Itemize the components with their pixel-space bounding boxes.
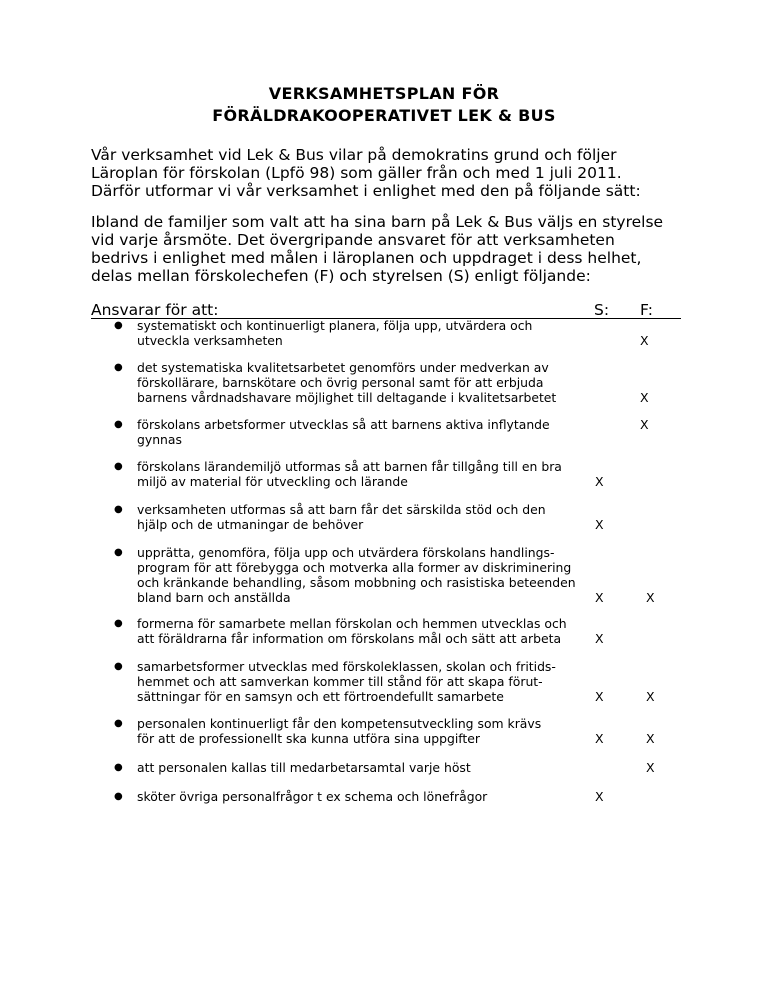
item-text-line: verksamheten utformas så att barn får det särskilda stöd och den bbox=[137, 502, 546, 517]
bullet-icon: ● bbox=[114, 618, 123, 629]
item-text-line: och kränkande behandling, såsom mobbning och rasistiska beteenden bbox=[137, 575, 576, 590]
mark-f: X bbox=[640, 333, 649, 348]
item-text-line: gynnas bbox=[137, 432, 182, 447]
mark-f: X bbox=[646, 731, 655, 746]
bullet-icon: ● bbox=[114, 362, 123, 373]
item-text-line: att föräldrarna får information om förskolans mål och sätt att arbeta bbox=[137, 631, 562, 646]
bullet-icon: ● bbox=[114, 419, 123, 430]
mark-f: X bbox=[646, 590, 655, 605]
item-text-line: hjälp och de utmaningar de behöver bbox=[137, 517, 364, 532]
item-text bbox=[137, 545, 576, 605]
mark-s: X bbox=[595, 731, 604, 746]
item-text bbox=[137, 760, 471, 775]
item-text bbox=[137, 360, 556, 405]
bullet-icon: ● bbox=[114, 461, 123, 472]
item-text-line: program för att förebygga och motverka alla former av diskriminering bbox=[137, 560, 572, 575]
paragraph-line: delas mellan förskolechefen (F) och styrelsen (S) enligt följande: bbox=[91, 267, 591, 285]
bullet-icon: ● bbox=[114, 661, 123, 672]
item-text-line: hemmet och att samverkan kommer till stånd för att skapa förut- bbox=[137, 674, 543, 689]
responsibility-paragraph bbox=[91, 213, 711, 285]
item-text bbox=[137, 789, 487, 804]
item-text bbox=[137, 417, 550, 447]
item-text bbox=[137, 659, 556, 704]
mark-f: X bbox=[646, 760, 655, 775]
item-text bbox=[137, 616, 567, 646]
paragraph-line: vid varje årsmöte. Det övergripande ansvaret för att verksamheten bbox=[91, 231, 615, 249]
item-text-line: förskolans arbetsformer utvecklas så att barnens aktiva inflytande bbox=[137, 417, 550, 432]
intro-paragraph bbox=[91, 146, 711, 200]
item-text-line: för att de professionellt ska kunna utföra sina uppgifter bbox=[137, 731, 480, 746]
item-text-line: att personalen kallas till medarbetarsamtal varje höst bbox=[137, 760, 471, 775]
mark-f: X bbox=[640, 417, 649, 432]
mark-s: X bbox=[595, 590, 604, 605]
item-text-line: systematiskt och kontinuerligt planera, följa upp, utvärdera och bbox=[137, 318, 533, 333]
table-header-label: Ansvarar för att: bbox=[91, 301, 219, 319]
document-title-line-1: VERKSAMHETSPLAN FÖR bbox=[268, 84, 500, 103]
item-text-line: miljö av material för utveckling och lärande bbox=[137, 474, 408, 489]
item-text-line: personalen kontinuerligt får den kompetensutveckling som krävs bbox=[137, 716, 542, 731]
mark-s: X bbox=[595, 689, 604, 704]
bullet-icon: ● bbox=[114, 504, 123, 515]
item-text-line: upprätta, genomföra, följa upp och utvärdera förskolans handlings- bbox=[137, 545, 555, 560]
bullet-icon: ● bbox=[114, 320, 123, 331]
item-text-line: sköter övriga personalfrågor t ex schema och lönefrågor bbox=[137, 789, 488, 804]
item-text bbox=[137, 716, 541, 746]
mark-s: X bbox=[595, 517, 604, 532]
column-header-s: S: bbox=[594, 301, 610, 319]
item-text-line: bland barn och anställda bbox=[137, 590, 291, 605]
item-text-line: utveckla verksamheten bbox=[137, 333, 283, 348]
paragraph-line: Ibland de familjer som valt att ha sina barn på Lek & Bus väljs en styrelse bbox=[91, 213, 664, 231]
column-header-f: F: bbox=[640, 301, 653, 319]
item-text-line: det systematiska kvalitetsarbetet genomförs under medverkan av bbox=[137, 360, 549, 375]
mark-s: X bbox=[595, 631, 604, 646]
bullet-icon: ● bbox=[114, 762, 123, 773]
item-text-line: samarbetsformer utvecklas med förskoleklassen, skolan och fritids- bbox=[137, 659, 556, 674]
item-text bbox=[137, 318, 532, 348]
mark-s: X bbox=[595, 789, 604, 804]
intro-line: Vår verksamhet vid Lek & Bus vilar på demokratins grund och följer bbox=[91, 146, 617, 164]
item-text bbox=[137, 502, 546, 532]
bullet-icon: ● bbox=[114, 547, 123, 558]
mark-s: X bbox=[595, 474, 604, 489]
intro-line: Läroplan för förskolan (Lpfö 98) som gäller från och med 1 juli 2011. bbox=[91, 164, 622, 182]
paragraph-line: bedrivs i enlighet med målen i läroplanen och uppdraget i dess helhet, bbox=[91, 249, 642, 267]
item-text-line: förskolans lärandemiljö utformas så att barnen får tillgång till en bra bbox=[137, 459, 562, 474]
mark-f: X bbox=[640, 390, 649, 405]
intro-line: Därför utformar vi vår verksamhet i enlighet med den på följande sätt: bbox=[91, 182, 641, 200]
bullet-icon: ● bbox=[114, 791, 123, 802]
item-text-line: formerna för samarbete mellan förskolan och hemmen utvecklas och bbox=[137, 616, 567, 631]
document-title-line-2: FÖRÄLDRAKOOPERATIVET LEK & BUS bbox=[212, 106, 556, 125]
item-text bbox=[137, 459, 562, 489]
item-text-line: förskollärare, barnskötare och övrig personal samt för att erbjuda bbox=[137, 375, 544, 390]
item-text-line: barnens vårdnadshavare möjlighet till deltagande i kvalitetsarbetet bbox=[137, 390, 557, 405]
mark-f: X bbox=[646, 689, 655, 704]
item-text-line: sättningar för en samsyn och ett förtroendefullt samarbete bbox=[137, 689, 504, 704]
bullet-icon: ● bbox=[114, 718, 123, 729]
